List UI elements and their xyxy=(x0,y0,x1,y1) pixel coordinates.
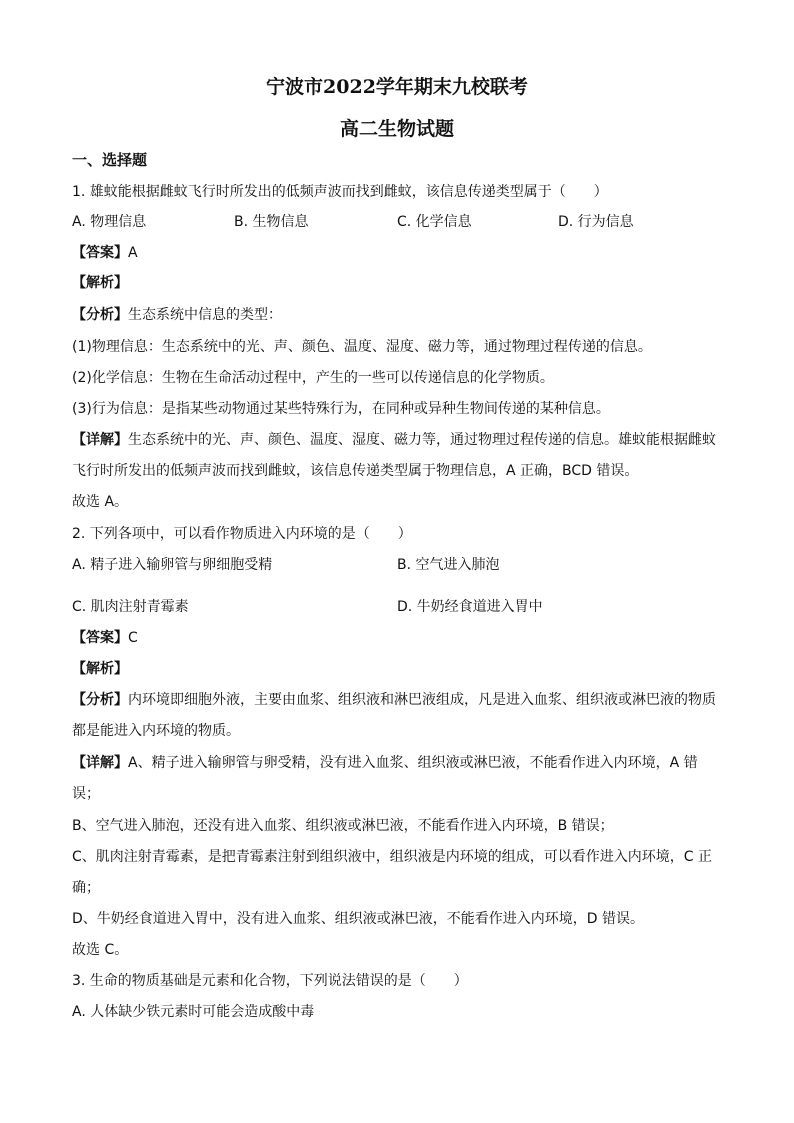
fenxi-tag: 【分析】 xyxy=(72,307,128,323)
q2-option-a: A. 精子进入输卵管与卵细胞受精 xyxy=(72,557,273,573)
q1-type-behavior: (3)行为信息：是指某些动物通过某些特殊行为，在同种或异种生物间传递的某种信息。 xyxy=(72,401,610,417)
q2-answer xyxy=(72,628,724,648)
q2-detail-a2: 误； xyxy=(72,786,100,802)
q2-conclusion: 故选 C。 xyxy=(72,942,129,958)
fenxi-text: 生态系统中信息的类型： xyxy=(128,307,282,323)
q2-detail-c2: 确； xyxy=(72,880,100,896)
q1-option-d: D. 行为信息 xyxy=(558,214,634,230)
exam-title: 宁波市2022学年期末九校联考 xyxy=(266,76,528,98)
q2-analysis-tag: 【解析】 xyxy=(72,661,128,677)
q2-detail-a1 xyxy=(72,753,724,773)
q1-answer xyxy=(72,243,724,263)
q2-detail-b: B、空气进入肺泡，还没有进入血浆、组织液或淋巴液，不能看作进入内环境，B 错误； xyxy=(72,818,614,834)
q2-fenxi-line2: 都是能进入内环境的物质。 xyxy=(72,723,240,739)
q1-conclusion: 故选 A。 xyxy=(72,494,129,510)
q1-fenxi xyxy=(72,305,724,325)
q1-detail-line1 xyxy=(72,430,724,450)
answer-value: A xyxy=(128,245,138,261)
fenxi-tag: 【分析】 xyxy=(72,692,128,708)
answer-tag: 【答案】 xyxy=(72,630,128,646)
fenxi-text: 内环境即细胞外液，主要由血浆、组织液和淋巴液组成，凡是进入血浆、组织液或淋巴液的物质 xyxy=(128,692,716,708)
q1-option-a: A. 物理信息 xyxy=(72,214,147,230)
q2-fenxi-line1 xyxy=(72,690,724,710)
q2-option-c: C. 肌肉注射青霉素 xyxy=(72,599,189,615)
exam-subtitle: 高二生物试题 xyxy=(339,118,454,140)
q2-detail-c1: C、肌肉注射青霉素，是把青霉素注射到组织液中，组织液是内环境的组成，可以看作进入内环境，C 正 xyxy=(72,849,712,865)
detail-text: A、精子进入输卵管与卵受精，没有进入血浆、组织液或淋巴液，不能看作进入内环境，A 错 xyxy=(128,755,698,771)
q2-stem: 2. 下列各项中，可以看作物质进入内环境的是（ ） xyxy=(72,526,412,542)
q1-option-b: B. 生物信息 xyxy=(234,214,309,230)
section-heading: 一、选择题 xyxy=(72,151,148,169)
q2-detail-d: D、牛奶经食道进入胃中，没有进入血浆、组织液或淋巴液，不能看作进入内环境，D 错误。 xyxy=(72,911,645,927)
q3-stem: 3. 生命的物质基础是元素和化合物，下列说法错误的是（ ） xyxy=(72,973,468,989)
detail-tag: 【详解】 xyxy=(72,432,128,448)
detail-text: 生态系统中的光、声、颜色、温度、湿度、磁力等，通过物理过程传递的信息。雄蚊能根据雌蚊 xyxy=(128,432,716,448)
detail-tag: 【详解】 xyxy=(72,755,128,771)
q1-detail-line2: 飞行时所发出的低频声波而找到雌蚊，该信息传递类型属于物理信息，A 正确，BCD 错误。 xyxy=(72,463,639,479)
q1-option-c: C. 化学信息 xyxy=(397,214,472,230)
q1-analysis-tag: 【解析】 xyxy=(72,275,128,291)
q1-type-chemical: (2)化学信息：生物在生命活动过程中，产生的一些可以传递信息的化学物质。 xyxy=(72,370,554,386)
q1-stem: 1. 雄蚊能根据雌蚊飞行时所发出的低频声波而找到雌蚊，该信息传递类型属于（ ） xyxy=(72,184,608,200)
answer-tag: 【答案】 xyxy=(72,245,128,261)
q2-option-d: D. 牛奶经食道进入胃中 xyxy=(397,599,543,615)
q1-type-physical: (1)物理信息：生态系统中的光、声、颜色、温度、湿度、磁力等，通过物理过程传递的信息。 xyxy=(72,339,652,355)
q3-option-a: A. 人体缺少铁元素时可能会造成酸中毒 xyxy=(72,1004,315,1020)
answer-value: C xyxy=(128,630,138,646)
q2-option-b: B. 空气进入肺泡 xyxy=(397,557,500,573)
